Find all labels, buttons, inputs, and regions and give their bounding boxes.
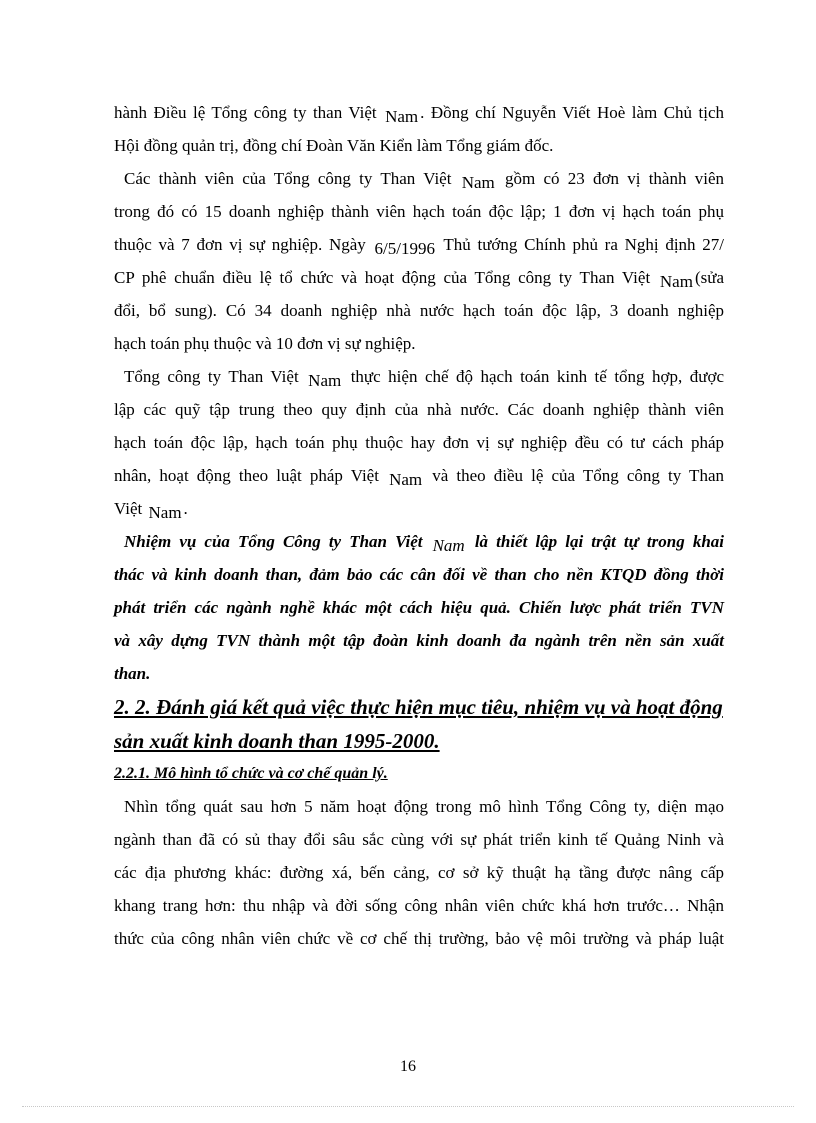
paragraph-4-line-2: thác và kinh doanh than, đảm bảo các cân đối về than cho nền KTQD đồng thời [114, 565, 724, 584]
paragraph-4-line-4: và xây dựng TVN thành một tập đoàn kinh doanh đa ngành trên nền sản xuất [114, 631, 724, 650]
subscript-nam: Nam [385, 107, 419, 126]
paragraph-5-line-5: thức của công nhân viên chức về cơ chế thị trường, bảo vệ môi trường và pháp luật [114, 929, 724, 948]
paragraph-2-line-5: đổi, bổ sung). Có 34 doanh nghiệp nhà nước hạch toán độc lập, 3 doanh nghiệp [114, 301, 724, 320]
paragraph-3-line-1: Tổng công ty Than Việt Nam thực hiện chế độ hạch toán kinh tế tổng hợp, được [124, 367, 725, 390]
paragraph-4-line-1: Nhiệm vụ của Tổng Công ty Than Việt Nam là thiết lập lại trật tự trong khai [124, 532, 724, 555]
paragraph-3-line-2: lập các quỹ tập trung theo quy định của nhà nước. Các doanh nghiệp thành viên [114, 400, 724, 419]
subscript-nam: Nam [432, 536, 465, 555]
subscript-nam: Nam [148, 503, 182, 522]
paragraph-4-line-5: than. [114, 664, 151, 683]
paragraph-2-line-1: Các thành viên của Tổng công ty Than Việt Nam gồm có 23 đơn vị thành viên [124, 169, 724, 192]
paragraph-1-line-1: hành Điều lệ Tổng công ty than Việt Nam . Đồng chí Nguyễn Viết Hoè làm Chủ tịch [114, 103, 724, 126]
subsection-heading: 2.2.1. Mô hình tổ chức và cơ chế quản lý. [114, 765, 388, 782]
subscript-nam: Nam [659, 272, 693, 291]
decree-date: 6/5/1996 [374, 239, 435, 258]
paragraph-2-line-3: thuộc và 7 đơn vị sự nghiệp. Ngày 6/5/1996 Thủ tướng Chính phủ ra Nghị định 27/ [114, 235, 724, 258]
section-heading-line-2: sản xuất kinh doanh than 1995-2000. [114, 729, 440, 753]
paragraph-5-line-3: các địa phương khác: đường xá, bến cảng, cơ sở kỹ thuật hạ tầng được nâng cấp [114, 863, 724, 882]
subscript-nam: Nam [389, 470, 423, 489]
paragraph-5-line-4: khang trang hơn: thu nhập và đời sống công nhân viên chức khá hơn trước… Nhận [114, 896, 724, 915]
paragraph-1-line-2: Hội đồng quản trị, đồng chí Đoàn Văn Kiển làm Tổng giám đốc. [114, 136, 554, 155]
subscript-nam: Nam [461, 173, 495, 192]
paragraph-2-line-6: hạch toán phụ thuộc và 10 đơn vị sự nghiệp. [114, 334, 416, 353]
paragraph-5-line-2: ngành than đã có sủ thay đổi sâu sắc cùng với sự phát triển kinh tế Quảng Ninh và [114, 830, 724, 849]
page-bottom-divider [22, 1106, 794, 1107]
subscript-nam: Nam [308, 371, 342, 390]
paragraph-4-line-3: phát triển các ngành nghề khác một cách hiệu quả. Chiến lược phát triển TVN [114, 598, 724, 617]
paragraph-5-line-1: Nhìn tổng quát sau hơn 5 năm hoạt động trong mô hình Tổng Công ty, diện mạo [124, 797, 724, 816]
paragraph-2-line-2: trong đó có 15 doanh nghiệp thành viên hạch toán độc lập; 1 đơn vị hạch toán phụ [114, 202, 724, 221]
page-number: 16 [400, 1058, 416, 1075]
document-page [114, 96, 724, 955]
paragraph-3-line-4: nhân, hoạt động theo luật pháp Việt Nam và theo điều lệ của Tổng công ty Than [114, 466, 724, 489]
paragraph-2-line-4: CP phê chuẩn điều lệ tổ chức và hoạt động của Tổng công ty Than Việt Nam (sửa [114, 268, 724, 291]
paragraph-3-line-3: hạch toán độc lập, hạch toán phụ thuộc hay đơn vị sự nghiệp đều có tư cách pháp [114, 433, 724, 452]
paragraph-3-line-5: Việt Nam . [114, 499, 188, 522]
section-heading-line-1: 2. 2. Đánh giá kết quả việc thực hiện mục tiêu, nhiệm vụ và hoạt động [114, 695, 723, 719]
